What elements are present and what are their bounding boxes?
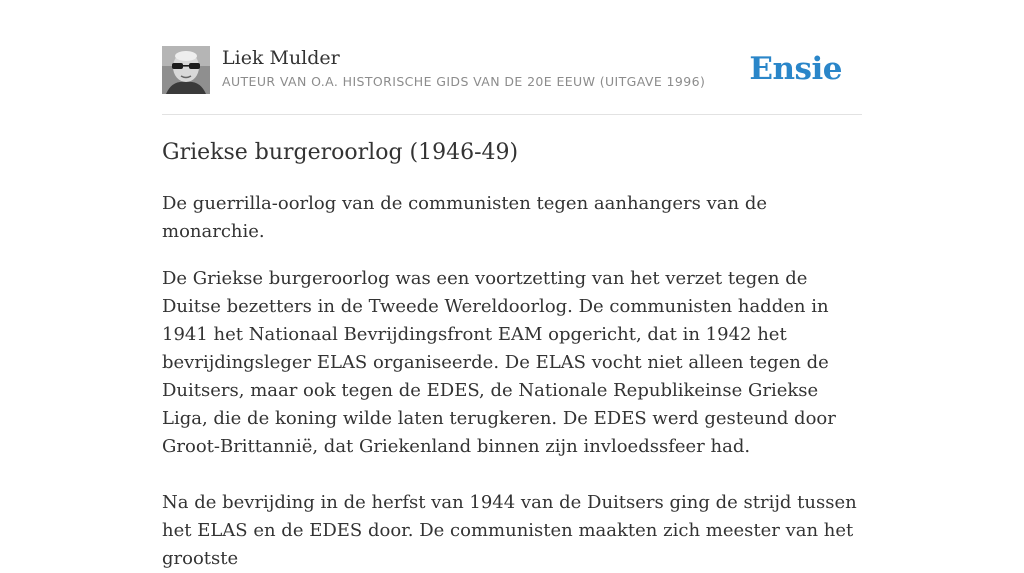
ensie-logo[interactable]: Ensie [749, 51, 842, 87]
article-lead: De guerrilla-oorlog van de communisten tegen aanhangers van de monarchie. [162, 193, 768, 242]
article-paragraph: De Griekse burgeroorlog was een voortzetting van het verzet tegen de Duitse bezetters in de Tweede Wereldoorlog. De communisten hadden in 1941 het Nationaal Bevrijdingsfront EAM opgericht, dat in 1942 het bevrijdingsleger ELAS organiseerde. De ELAS vocht niet alleen tegen de Duitsers, maar ook tegen de EDES, de Nationale Republikeinse Griekse Liga, die de koning wilde laten terugkeren. De EDES werd gesteund door Groot-Brittannië, dat Griekenland binnen zijn invloedssfeer had. [162, 268, 836, 457]
article-header [162, 46, 862, 115]
author-description: AUTEUR VAN O.A. HISTORISCHE GIDS VAN DE 20E EEUW (UITGAVE 1996) [222, 74, 706, 89]
author-photo-icon [162, 46, 210, 94]
article-title: Griekse burgeroorlog (1946-49) [162, 140, 519, 165]
author-name[interactable]: Liek Mulder [222, 47, 340, 69]
article-paragraph: Na de bevrijding in de herfst van 1944 van de Duitsers ging de strijd tussen het ELAS en de EDES door. De communisten maakten zich meester van het grootste [162, 492, 857, 569]
article-content [162, 138, 862, 573]
author-avatar[interactable] [162, 46, 210, 94]
